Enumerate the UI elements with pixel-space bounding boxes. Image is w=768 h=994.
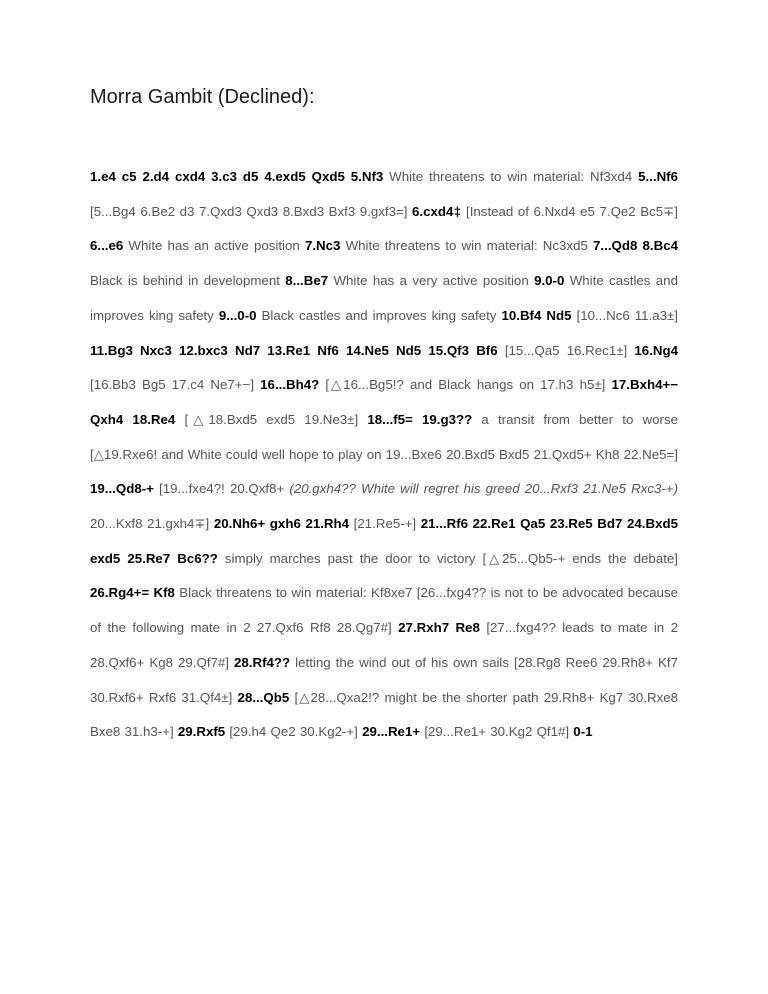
commentary-text: [15...Qa5 16.Rec1±]: [504, 342, 635, 358]
move-text: 16.Ng4: [634, 342, 679, 358]
commentary-text: [10...Nc6 11.a3±]: [576, 307, 678, 323]
move-text: 29...Re1+: [362, 724, 425, 740]
move-text: 0-1: [573, 724, 593, 740]
game-annotation-text: [90, 160, 678, 750]
move-text: 19...Qd8-+: [90, 481, 160, 497]
commentary-text: [Instead of 6.Nxd4 e5 7.Qe2 Bc5∓]: [466, 203, 678, 219]
commentary-text: letting the wind out of his own sails [28.Rg8 Ree6 29.Rh8+ Kf7 30.Rxf6+ Rxf6 31.Qf4±]: [90, 654, 678, 705]
commentary-text: simply marches past the door to victory [△25...Qb5-+ ends the debate]: [224, 550, 679, 566]
move-text: 5...Nf6: [638, 169, 678, 184]
commentary-text: Black threatens to win material: Kf8xe7 [26...fxg4?? is not to be advocated because of the following mate in 2 27.Qxf6 Rf8 28.Qg7#]: [90, 585, 678, 636]
variation-text: (20.gxh4?? White will regret his greed 20...Rxf3 21.Ne5 Rxc3-+): [289, 481, 679, 497]
move-text: 20.Nh6+ gxh6 21.Rh4: [213, 516, 354, 532]
commentary-text: White threatens to win material: Nf3xd4: [389, 169, 639, 184]
move-text: 9.0-0: [534, 273, 570, 289]
commentary-text: [29...Re1+ 30.Kg2 Qf1#]: [424, 724, 574, 740]
move-text: 26.Rg4+= Kf8: [90, 585, 180, 601]
move-text: 28...Qb5: [237, 689, 295, 705]
commentary-text: [△16...Bg5!? and Black hangs on 17.h3 h5±]: [325, 377, 612, 393]
move-text: 10.Bf4 Nd5: [501, 307, 577, 323]
move-text: 1.e4 c5 2.d4 cxd4 3.c3 d5 4.exd5 Qxd5 5.Nf3: [90, 169, 390, 184]
move-text: 21...Rf6 22.Re1 Qa5 23.Re5 Bd7 24.Bxd5 exd5 25.Re7 Bc6??: [90, 516, 679, 566]
move-text: 11.Bg3 Nxc3 12.bxc3 Nd7 13.Re1 Nf6 14.Ne5 Nd5 15.Qf3 Bf6: [90, 342, 505, 358]
commentary-text: White has a very active position: [333, 273, 535, 289]
commentary-text: Black is behind in development: [90, 273, 286, 289]
commentary-text: [21.Re5-+]: [353, 516, 421, 532]
move-text: 9...0-0: [218, 307, 262, 323]
commentary-text: [△28...Qxa2!? might be the shorter path 29.Rh8+ Kg7 30.Rxe8 Bxe8 31.h3-+]: [90, 689, 678, 740]
commentary-text: [5...Bg4 6.Be2 d3 7.Qxd3 Qxd3 8.Bxd3 Bxf3 9.gxf3=]: [90, 203, 412, 219]
commentary-text: [16.Bb3 Bg5 17.c4 Ne7+−]: [90, 377, 261, 393]
commentary-text: [19...fxe4?! 20.Qxf8+: [159, 481, 290, 497]
commentary-text: White threatens to win material: Nc3xd5: [345, 238, 594, 254]
move-text: 7.Nc3: [304, 238, 346, 254]
move-text: 16...Bh4?: [260, 377, 326, 393]
move-text: 27.Rxh7 Re8: [398, 620, 487, 636]
page-title: Morra Gambit (Declined):: [90, 86, 315, 108]
commentary-text: a transit from better to worse [△19.Rxe6! and White could well hope to play on 19...Bxe6 20.Bxd5 Bxd5 21.Qxd5+ Kh8 22.Ne5=]: [90, 411, 678, 462]
move-text: 7...Qd8 8.Bc4: [593, 238, 678, 254]
move-text: 28.Rf4??: [234, 654, 296, 670]
move-text: 6.cxd4‡: [412, 203, 467, 219]
move-text: 17.Bxh4+− Qxh4 18.Re4: [90, 377, 679, 427]
move-text: 8...Be7: [285, 273, 334, 289]
commentary-text: [27...fxg4?? leads to mate in 2 28.Qxf6+ Kg8 29.Qf7#]: [90, 620, 678, 670]
commentary-text: [△18.Bxd5 exd5 19.Ne3±]: [184, 411, 368, 427]
commentary-text: [29.h4 Qe2 30.Kg2-+]: [229, 724, 363, 740]
commentary-text: White has an active position: [128, 238, 305, 254]
move-text: 29.Rxf5: [177, 724, 230, 740]
move-text: 6...e6: [90, 238, 129, 254]
commentary-text: 20...Kxf8 21.gxh4∓]: [90, 516, 214, 532]
commentary-text: Black castles and improves king safety: [261, 307, 502, 323]
move-text: 18...f5= 19.g3??: [367, 411, 482, 427]
commentary-text: White castles and improves king safety: [90, 273, 678, 323]
